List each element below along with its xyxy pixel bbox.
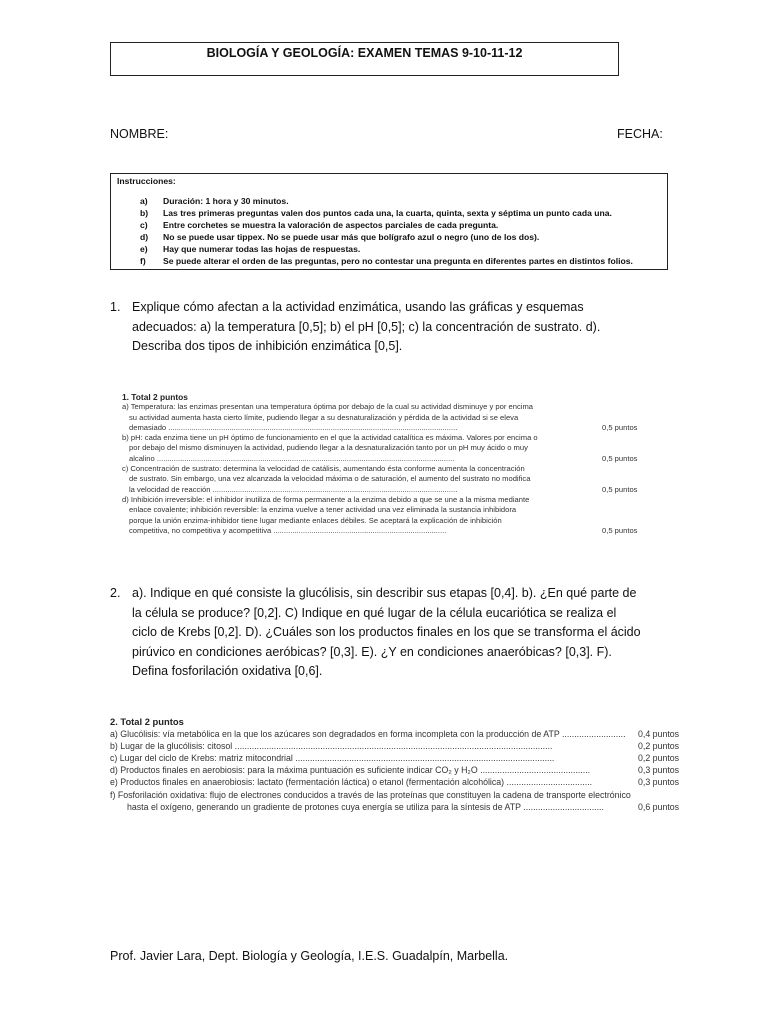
answer-text: enlace covalente; inhibición reversible: la enzima vuelve a tener actividad una vez eliminada la sustancia inhibidora — [129, 505, 517, 515]
answer-row — [122, 495, 642, 505]
instruction-item — [117, 243, 661, 255]
answer-text: f) Fosforilación oxidativa: flujo de electrones conducidos a través de las proteínas que constituyen la cadena de transporte electrónico — [110, 789, 631, 800]
answer-row — [122, 505, 642, 515]
answer-text: c) Lugar del ciclo de Krebs: matriz mitocondrial .......................................................................................................... — [110, 753, 555, 764]
answer-points: 0,6 puntos — [638, 801, 680, 812]
question-2 — [110, 584, 670, 682]
instructions-heading: Instrucciones: — [117, 176, 176, 186]
answer-row — [110, 752, 682, 764]
answer-text: a) Temperatura: las enzimas presentan una temperatura óptima por debajo de la cual su actividad disminuye y por encima — [122, 402, 533, 412]
answer-row — [122, 413, 642, 423]
instruction-letter: e) — [140, 244, 148, 255]
answer-row — [122, 454, 642, 464]
question-text — [132, 584, 670, 682]
answer-text: c) Concentración de sustrato: determina la velocidad de catálisis, aumentando ésta conforme aumenta la concentración — [122, 464, 525, 474]
instruction-text: Se puede alterar el orden de las preguntas, pero no contestar una pregunta en diferentes partes en distintos folios. — [163, 256, 633, 267]
answer-text: porque la unión enzima-inhibidor tiene lugar mediante enlaces débiles. Se aceptará la explicación de inhibición — [129, 515, 502, 525]
instruction-item — [117, 195, 661, 207]
question-number: 1. — [110, 300, 121, 314]
question-text — [132, 298, 670, 357]
answer-row — [122, 474, 642, 484]
answer-row — [110, 764, 682, 776]
answer-row — [122, 526, 642, 536]
name-label: NOMBRE: — [110, 127, 169, 141]
instruction-letter: d) — [140, 232, 149, 243]
answer-key-1 — [122, 392, 642, 536]
question-number: 2. — [110, 586, 121, 600]
answer-text: a) Glucólisis: vía metabólica en la que los azúcares son degradados en forma incompleta con la producción de ATP .......................... — [110, 729, 626, 740]
instruction-item — [117, 231, 661, 243]
question-line: Describa dos tipos de inhibición enzimática [0,5]. — [132, 339, 403, 353]
answer-points: 0,5 puntos — [602, 453, 638, 463]
question-line: adecuados: a) la temperatura [0,5]; b) el pH [0,5]; c) la concentración de sustrato. d). — [132, 319, 601, 334]
answer-text: d) Productos finales en aerobiosis: para la máxima puntuación es suficiente indicar CO₂ y H₂O ............................................. — [110, 765, 591, 776]
answer-points: 0,3 puntos — [638, 777, 680, 788]
answer-points: 0,5 puntos — [602, 484, 638, 494]
instruction-letter: b) — [140, 208, 149, 219]
question-1 — [110, 298, 670, 357]
answer-text: por debajo del mismo disminuyen la actividad, pudiendo llegar a la desnaturalización tanto por un pH muy ácido o muy — [129, 443, 528, 453]
footer-author: Prof. Javier Lara, Dept. Biología y Geología, I.E.S. Guadalpín, Marbella. — [110, 949, 509, 963]
answer-text: de sustrato. Sin embargo, una vez alcanzada la velocidad máxima o de saturación, el aumento del sustrato no modifica — [129, 474, 531, 484]
answer-text: competitiva, no competitiva y acompetitiva .................................................................................. — [129, 525, 447, 535]
instructions-box — [110, 173, 668, 270]
answer-row — [122, 516, 642, 526]
answer-points: 0,3 puntos — [638, 765, 680, 776]
question-line: Defina fosforilación oxidativa [0,6]. — [132, 664, 323, 678]
answer-text: su actividad aumenta hasta cierto límite, pudiendo llegar a su desnaturalización y pérdida de la actividad si se eleva — [129, 412, 519, 422]
answer-heading: 2. Total 2 puntos — [110, 716, 184, 727]
answer-key-2 — [110, 716, 682, 813]
instruction-text: Duración: 1 hora y 30 minutos. — [163, 196, 289, 206]
instruction-item — [117, 207, 661, 219]
answer-points: 0,2 puntos — [638, 741, 680, 752]
question-line: ciclo de Krebs [0,2]. D). ¿Cuáles son los productos finales en los que se transforma el ácido — [132, 625, 641, 639]
answer-row — [122, 402, 642, 412]
instruction-text: Entre corchetes se muestra la valoración de aspectos parciales de cada pregunta. — [163, 220, 499, 231]
instruction-letter: c) — [140, 220, 148, 231]
answer-text: e) Productos finales en anaerobiosis: lactato (fermentación láctica) o etanol (fermentación alcohólica) ................................... — [110, 777, 593, 788]
answer-text: b) Lugar de la glucólisis: citosol .................................................................................................................................. — [110, 741, 553, 752]
answer-points: 0,5 puntos — [602, 525, 638, 535]
answer-row — [122, 423, 642, 433]
answer-heading: 1. Total 2 puntos — [122, 392, 188, 402]
instructions-list — [117, 195, 661, 268]
answer-row — [110, 728, 682, 740]
instruction-letter: f) — [140, 256, 146, 267]
answer-text: la velocidad de reacción .................................................................................................................... — [129, 484, 458, 494]
answer-row — [122, 433, 642, 443]
answer-row — [122, 443, 642, 453]
instruction-text: No se puede usar tippex. No se puede usar más que bolígrafo azul o negro (uno de los dos). — [163, 232, 540, 243]
instruction-text: Hay que numerar todas las hojas de respuestas. — [163, 244, 361, 255]
answer-row — [110, 776, 682, 788]
answer-row — [110, 789, 682, 801]
answer-row — [122, 485, 642, 495]
instruction-text: Las tres primeras preguntas valen dos puntos cada una, la cuarta, quinta, sexta y séptima un punto cada una. — [163, 208, 612, 219]
answer-text: demasiado ......................................................................................................................................... — [129, 422, 458, 432]
instruction-item — [117, 219, 661, 231]
question-line: la célula se produce? [0,2]. C) Indique en qué lugar de la célula eucariótica se realiza el — [132, 605, 617, 620]
answer-text: d) Inhibición irreversible: el inhibidor inutiliza de forma permanente a la enzima debido a que se une a la misma mediante — [122, 494, 530, 504]
date-label: FECHA: — [617, 127, 663, 141]
question-line: Explique cómo afectan a la actividad enzimática, usando las gráficas y esquemas — [132, 300, 584, 314]
answer-points: 0,5 puntos — [602, 422, 638, 432]
question-line: pirúvico en condiciones aeróbicas? [0,3]. E). ¿Y en condiciones anaeróbicas? [0,3]. F). — [132, 644, 612, 659]
instruction-item — [117, 255, 661, 267]
answer-points: 0,2 puntos — [638, 753, 680, 764]
answer-text: hasta el oxígeno, generando un gradiente de protones cuya energía se utiliza para la síntesis de ATP ................................. — [127, 801, 604, 812]
question-line: a). Indique en qué consiste la glucólisis, sin describir sus etapas [0,4]. b). ¿En qué parte de — [132, 586, 637, 600]
answer-row — [110, 801, 682, 813]
answer-text: b) pH: cada enzima tiene un pH óptimo de funcionamiento en el que la actividad catalítica es máxima. Valores por encima o — [122, 433, 538, 443]
answer-text: alcalino ............................................................................................................................................. — [129, 453, 455, 463]
instruction-letter: a) — [140, 196, 148, 206]
exam-title: BIOLOGÍA Y GEOLOGÍA: EXAMEN TEMAS 9-10-11-12 — [110, 42, 619, 76]
answer-points: 0,4 puntos — [638, 729, 680, 740]
answer-row — [122, 464, 642, 474]
answer-row — [110, 740, 682, 752]
